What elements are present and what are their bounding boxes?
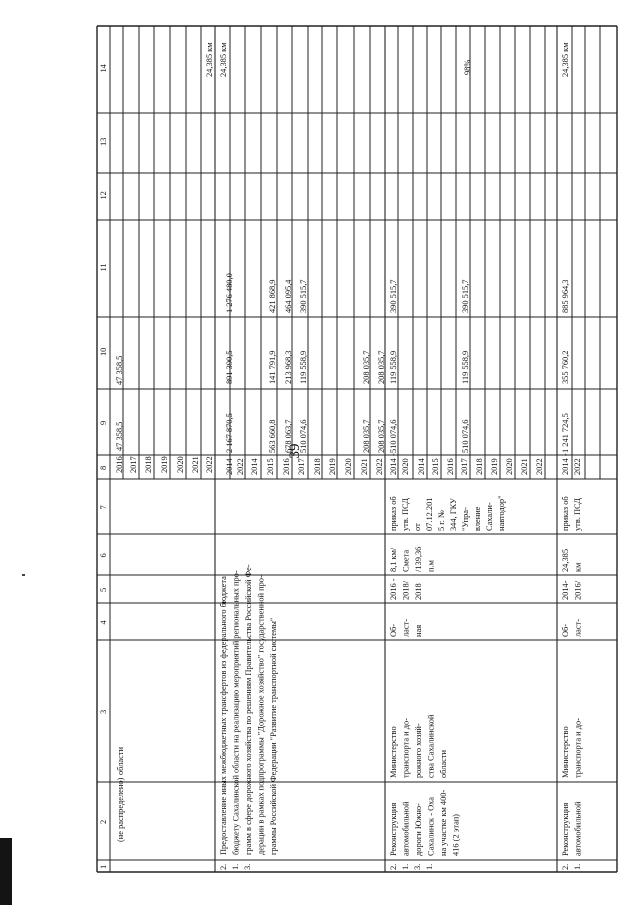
year-cell: 2020 — [505, 458, 514, 475]
col2-text-line: Сахалинск - Оха — [426, 797, 436, 856]
year-cell: 2015 — [431, 458, 440, 475]
row-title-line: Предоставление иных межбюджетных трансфертов из федерального бюджета — [219, 576, 228, 855]
col11-value: 464 095,4 — [284, 279, 293, 313]
column-header-11: 11 — [99, 263, 108, 272]
col11-value: 1 276 480,0 — [225, 273, 234, 313]
col2-text-line: Реконструкция — [561, 802, 570, 856]
col10-value: 47 358,5 — [115, 355, 124, 385]
col7-text-line: "Упра- — [461, 507, 470, 531]
column-header-1: 1 — [99, 864, 108, 869]
year-cell: 2016 — [115, 456, 124, 473]
col14-value: 24,385 км — [219, 42, 228, 77]
col9-value: 47 358,5 — [115, 421, 124, 451]
row-number: 3. — [243, 863, 252, 870]
year-cell: 2015 — [266, 458, 275, 475]
col14-value: 98% — [463, 59, 472, 75]
year-cell: 2019 — [490, 458, 499, 475]
year-cell: 2021 — [520, 458, 529, 475]
row-number: 2. — [389, 863, 398, 870]
col2-text-line: автомобильной — [401, 801, 411, 856]
year-cell: 2022 — [236, 458, 245, 475]
year-cell: 2019 — [328, 458, 337, 475]
col6-text-line: км — [573, 562, 583, 572]
col4-text-line: Об- — [389, 623, 398, 637]
year-cell: 2014 - — [561, 453, 570, 475]
col9-value: 208 035,7 — [377, 419, 386, 453]
year-cell: 2016 — [282, 458, 291, 475]
column-header-12: 12 — [99, 191, 108, 200]
col7-text-line: навтодор" — [497, 495, 506, 531]
col10-value: 141 791,9 — [268, 350, 277, 384]
col9-value: 208 035,7 — [362, 419, 371, 453]
year-cell: 2021 — [360, 458, 369, 475]
year-cell: 2019 — [160, 456, 169, 473]
row-title-line: грамм в сфере дорожного хозяйства по решениям Правительства Российской Фе- — [244, 564, 253, 855]
col4-text-line: Об- — [561, 623, 570, 637]
year-cell: 2022 — [573, 458, 582, 475]
col10-value: 208 035,7 — [377, 350, 386, 384]
col7-text-line: вление — [473, 506, 482, 531]
col5-text-line: 2018/ — [401, 580, 411, 600]
col11-value: 390 515,7 — [299, 279, 308, 313]
col10-value: 208 035,7 — [362, 350, 371, 384]
col3-text: области — [116, 747, 125, 775]
col9-value: 510 074,6 — [389, 419, 398, 453]
col11-value: 390 515,7 — [389, 279, 398, 313]
col4-text-line: ная — [414, 624, 423, 637]
col4-text-line: ласт- — [573, 618, 583, 637]
year-cell: 2020 — [176, 456, 185, 473]
col7-text-line: утв. ПСД — [573, 498, 582, 531]
col2-text-line: на участке км 400- — [439, 789, 448, 856]
col3-text-line: ства Сахалинской — [426, 714, 436, 778]
col7-text-line: 07.12.201 — [425, 497, 434, 531]
col5-text-line: 2014- — [561, 580, 570, 600]
col7-text-line: приказ об — [561, 496, 570, 531]
year-cell: 2014 — [417, 458, 426, 475]
col9-value: 2 167 870,5 — [225, 413, 234, 453]
col3-text-line: Министерство — [389, 726, 398, 778]
col2-text-line: дороги Южно- — [414, 803, 423, 856]
year-cell: 2022 — [205, 456, 214, 473]
col6-text-line: /139,36 — [414, 546, 423, 572]
column-header-9: 9 — [99, 420, 108, 425]
row-number: 1. — [573, 863, 582, 870]
year-cell: 2020 — [344, 458, 353, 475]
col5-text-line: 2018 — [414, 583, 423, 600]
col9-value: 678 063,7 — [284, 419, 293, 453]
col7-text-line: 5 г. № — [437, 510, 446, 531]
column-header-3: 3 — [99, 709, 108, 714]
row-title-line: бюджету Сахалинской области на реализацию мероприятий региональных про- — [231, 570, 241, 855]
col4-text-line: ласт- — [401, 618, 411, 637]
col10-value: 119 558,9 — [389, 350, 398, 384]
column-header-4: 4 — [99, 620, 108, 625]
row-number: 3. — [413, 863, 422, 870]
col7-text-line: приказ об — [389, 496, 398, 531]
col6-text-line: 8,1 км/ — [389, 547, 398, 572]
year-cell: 2018 — [475, 458, 484, 475]
col10-value: 119 558,9 — [299, 350, 308, 384]
col2-text-line: 416 (2 этап) — [451, 814, 461, 856]
year-cell: 2022 — [375, 458, 384, 475]
year-cell: 2014 - — [389, 453, 398, 475]
col3-text-line: рожного хозяй- — [414, 723, 423, 778]
col10-value: 213 968,3 — [284, 350, 293, 384]
year-cell: 2014 - — [225, 453, 234, 475]
col5-text-line: 2016/ — [573, 580, 583, 600]
column-header-7: 7 — [99, 505, 108, 510]
col9-value: 1 241 724,5 — [561, 413, 570, 453]
row-number: 2. — [561, 863, 570, 870]
col14-value: 24,385 км — [205, 42, 214, 77]
col3-text-line: транспорта и до- — [573, 718, 583, 778]
col2-text-line: Реконструкция — [389, 802, 398, 856]
row-title-line: граммы Российской Федерации "Развитие транспортной системы" — [269, 617, 278, 855]
col11-value: 390 515,7 — [461, 279, 470, 313]
col6-text-line: 24,385 — [561, 548, 570, 572]
year-cell: 2018 — [313, 458, 322, 475]
col9-value: 510 074,6 — [461, 419, 470, 453]
col7-text-line: 344, ГКУ — [449, 498, 458, 531]
col7-text-line: утв. ПСД — [401, 498, 410, 531]
col9-value: 563 660,8 — [268, 419, 277, 453]
year-cell: 2018 — [144, 456, 153, 473]
col2-text: (не распределено) — [116, 777, 125, 842]
row-title-line: дерации в рамках подпрограммы "Дорожное хозяйство" государственной про- — [256, 575, 266, 855]
year-cell: 2017 — [129, 456, 138, 473]
column-header-8: 8 — [99, 465, 108, 470]
col11-value: 421 868,9 — [268, 279, 277, 313]
column-header-13: 13 — [99, 137, 108, 146]
row-number: 1. — [425, 863, 434, 870]
col5-text-line: 2016 - — [389, 578, 398, 600]
col11-value: 885 964,3 — [561, 279, 570, 313]
year-cell: 2021 — [191, 456, 200, 473]
col7-text-line: от — [413, 523, 422, 531]
col3-text-line: транспорта и до- — [401, 718, 411, 778]
col6-text-line: п.м — [426, 560, 436, 572]
year-cell: 2014 — [250, 458, 259, 475]
row-number: 1. — [231, 863, 240, 870]
column-header-10: 10 — [99, 347, 108, 356]
row-number: 2. — [219, 863, 228, 870]
col2-text-line: автомобильной — [573, 801, 583, 856]
col10-value: 119 558,9 — [461, 350, 470, 384]
year-cell: 2017 — [297, 458, 306, 475]
col9-value: 510 074,6 — [299, 419, 308, 453]
col7-text-line: Сахали- — [485, 502, 494, 531]
row-number: 1. — [401, 863, 410, 870]
col3-text-line: области — [439, 750, 448, 778]
year-cell: 2017 — [460, 458, 469, 475]
column-header-6: 6 — [99, 553, 108, 558]
col14-value: 24,385 км — [561, 42, 570, 77]
page-number: 39 — [287, 443, 303, 459]
col10-value: 355 760,2 — [561, 350, 570, 384]
col3-text-line: Министерство — [561, 726, 570, 778]
year-cell: 2020 — [401, 458, 410, 475]
col6-text-line: Смета — [401, 549, 411, 572]
column-header-14: 14 — [99, 64, 108, 73]
year-cell: 2022 — [535, 458, 544, 475]
column-header-5: 5 — [99, 587, 108, 592]
col10-value: 891 390,5 — [225, 350, 234, 384]
year-cell: 2016 — [446, 458, 455, 475]
column-header-2: 2 — [99, 819, 108, 824]
